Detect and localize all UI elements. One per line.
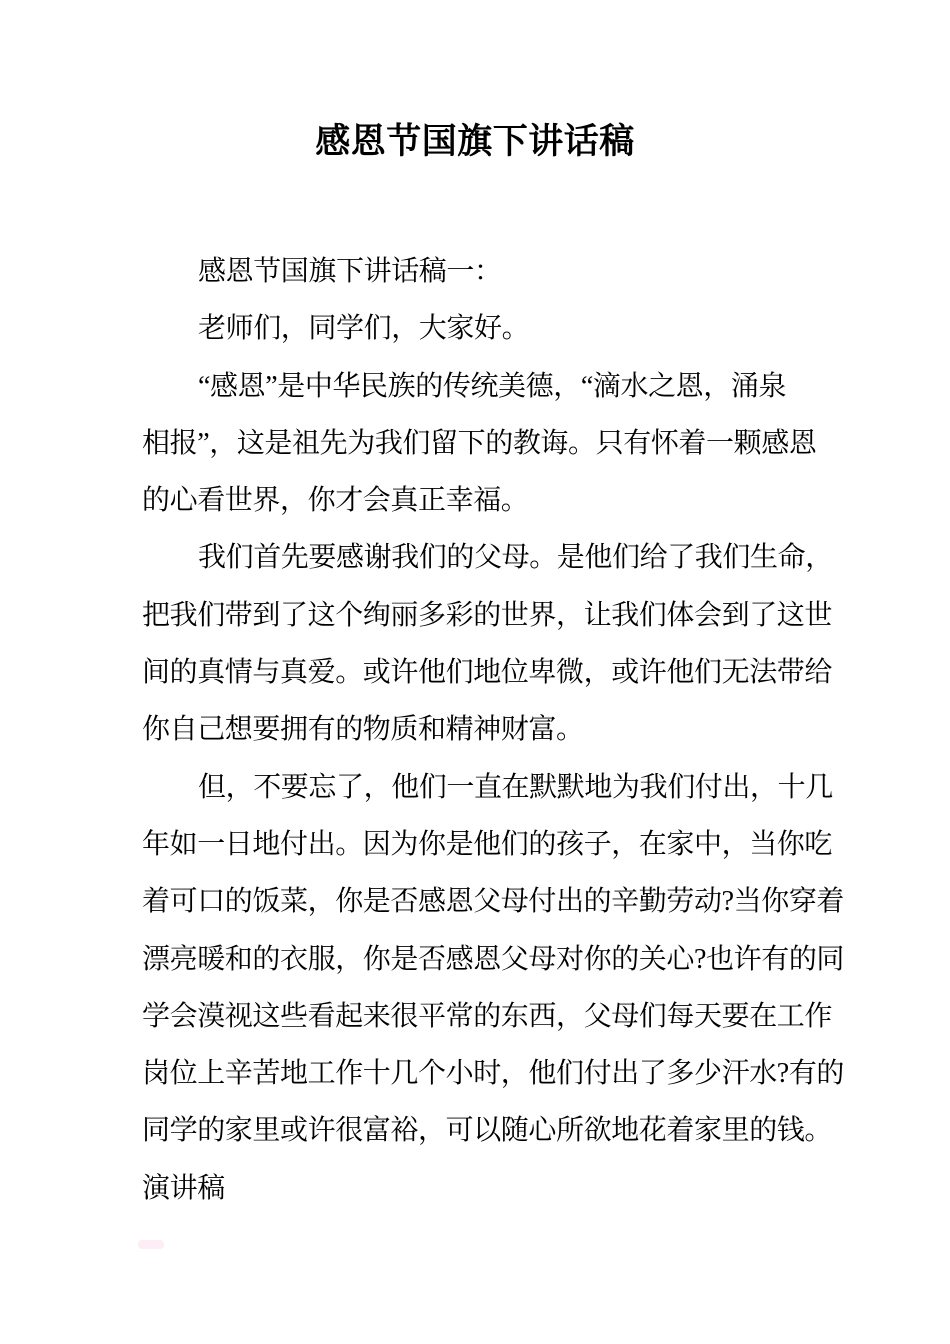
text-line: 你自己想要拥有的物质和精神财富。 xyxy=(142,714,584,746)
text-line: 年如一日地付出。因为你是他们的孩子，在家中，当你吃 xyxy=(142,828,833,860)
text-line: 相报”，这是祖先为我们留下的教诲。只有怀着一颗感恩 xyxy=(142,427,817,459)
document-title: 感恩节国旗下讲话稿 xyxy=(315,122,635,162)
text-line: 把我们带到了这个绚丽多彩的世界，让我们体会到了这世 xyxy=(142,599,833,631)
text-line: 同学的家里或许很富裕，可以随心所欲地花着家里的钱。 xyxy=(142,1115,833,1147)
watermark-smudge xyxy=(138,1240,164,1249)
text-line: 岗位上辛苦地工作十几个小时，他们付出了多少汗水?有的 xyxy=(142,1058,845,1090)
text-line: 老师们，同学们，大家好。 xyxy=(198,313,530,345)
text-line: 漂亮暖和的衣服，你是否感恩父母对你的关心?也许有的同 xyxy=(142,943,845,975)
text-line: 演讲稿 xyxy=(142,1172,225,1204)
text-line: 着可口的饭菜，你是否感恩父母付出的辛勤劳动?当你穿着 xyxy=(142,886,845,918)
text-line: 感恩节国旗下讲话稿一： xyxy=(198,256,502,287)
text-line: 学会漠视这些看起来很平常的东西，父母们每天要在工作 xyxy=(142,1000,833,1032)
text-line: 的心看世界，你才会真正幸福。 xyxy=(142,485,529,517)
text-line: 但，不要忘了，他们一直在默默地为我们付出，十几 xyxy=(198,771,833,803)
text-line: 间的真情与真爱。或许他们地位卑微，或许他们无法带给 xyxy=(142,657,833,689)
text-line: 我们首先要感谢我们的父母。是他们给了我们生命， xyxy=(198,542,833,574)
text-line: “感恩”是中华民族的传统美德，“滴水之恩，涌泉 xyxy=(198,370,787,402)
document-body xyxy=(142,243,902,1217)
